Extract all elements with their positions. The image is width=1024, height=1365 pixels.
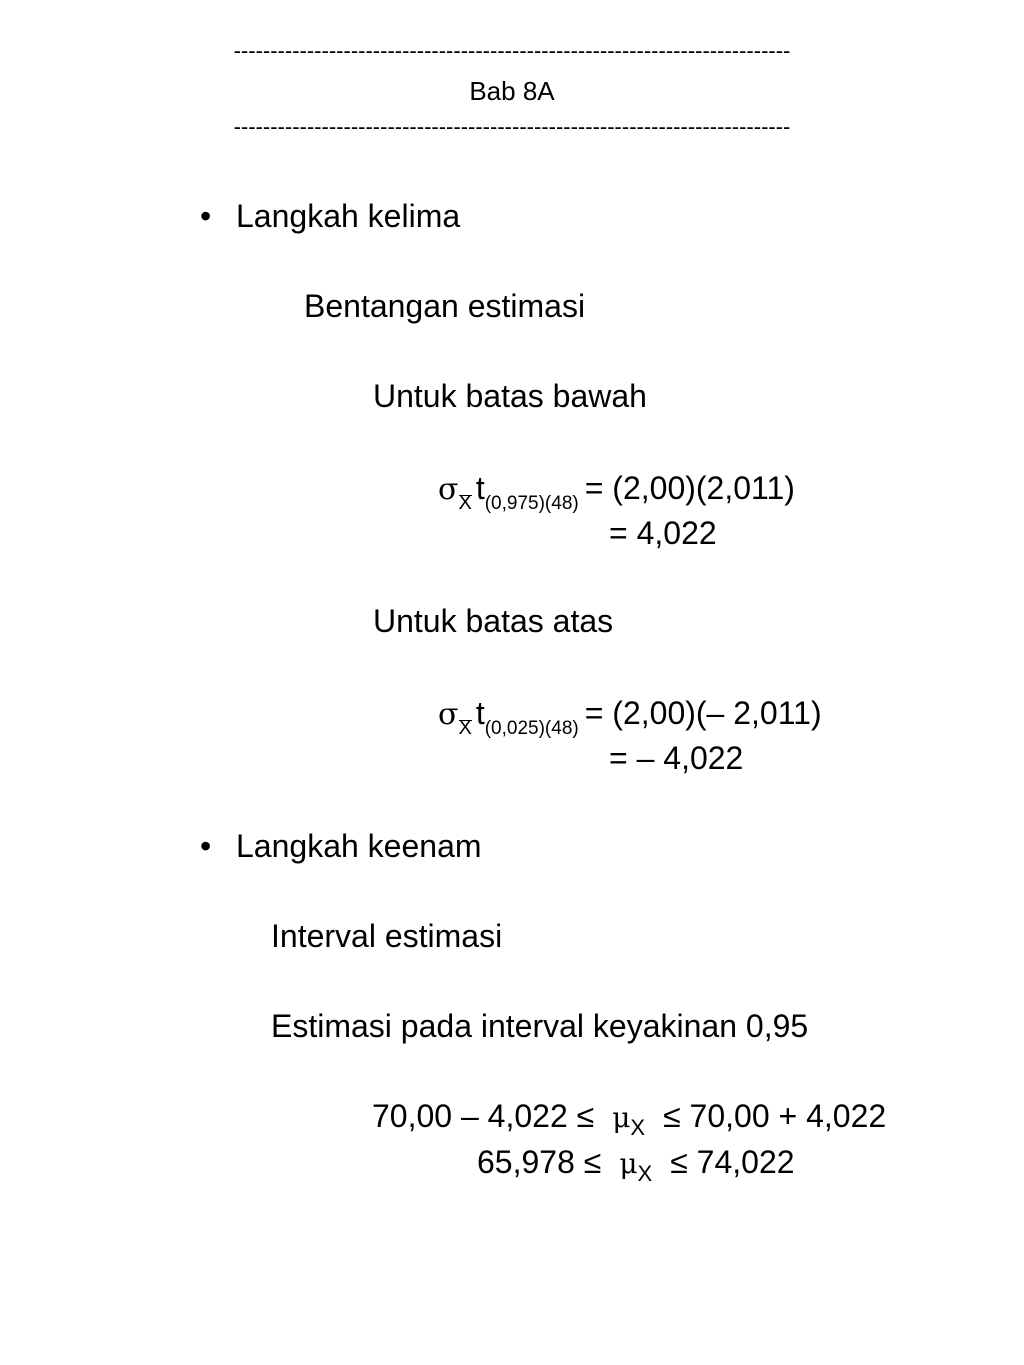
chapter-title: Bab 8A (469, 76, 555, 106)
step5-title: Langkah kelima (236, 198, 461, 234)
interval-2-left: 65,978 ≤ (477, 1144, 602, 1180)
header-rule-bottom: ---------------------------------------------------------------------------- (233, 114, 791, 139)
lower-bound-result: = 4,022 (609, 515, 717, 551)
bullet-step5: • (200, 198, 212, 234)
lower-bound-rhs: = (2,00)(2,011) (584, 470, 795, 506)
upper-bound-formula (438, 695, 822, 739)
mu-subscript: X (637, 1161, 653, 1186)
lower-bound-label: Untuk batas bawah (373, 378, 647, 414)
header-rule-top: ---------------------------------------------------------------------------- (233, 38, 791, 63)
t-symbol: t (475, 695, 485, 731)
interval-line-1 (372, 1098, 887, 1140)
interval-2-right: ≤ 74,022 (670, 1144, 795, 1180)
sigma-symbol: σ (438, 697, 459, 732)
mu-symbol: μ (619, 1147, 638, 1180)
interval-line-2 (477, 1144, 795, 1186)
mu-subscript: X (630, 1115, 646, 1140)
mu-symbol: μ (612, 1101, 631, 1134)
step6-title: Langkah keenam (236, 828, 482, 864)
step6-description: Estimasi pada interval keyakinan 0,95 (271, 1008, 809, 1044)
bullet-step6: • (200, 828, 212, 864)
upper-bound-result: = – 4,022 (609, 740, 744, 776)
xbar-subscript: X (458, 717, 472, 739)
interval-1-right: ≤ 70,00 + 4,022 (663, 1098, 887, 1134)
upper-bound-label: Untuk batas atas (373, 603, 614, 639)
step5-subtitle: Bentangan estimasi (304, 288, 586, 324)
upper-bound-rhs: = (2,00)(– 2,011) (584, 695, 822, 731)
lower-bound-formula (438, 470, 795, 514)
sigma-symbol: σ (438, 472, 459, 507)
t-subscript: (0,975)(48) (484, 493, 579, 514)
t-subscript: (0,025)(48) (484, 718, 579, 739)
interval-1-left: 70,00 – 4,022 ≤ (372, 1098, 595, 1134)
xbar-subscript: X (458, 492, 472, 514)
step6-subtitle: Interval estimasi (271, 918, 503, 954)
t-symbol: t (475, 470, 485, 506)
